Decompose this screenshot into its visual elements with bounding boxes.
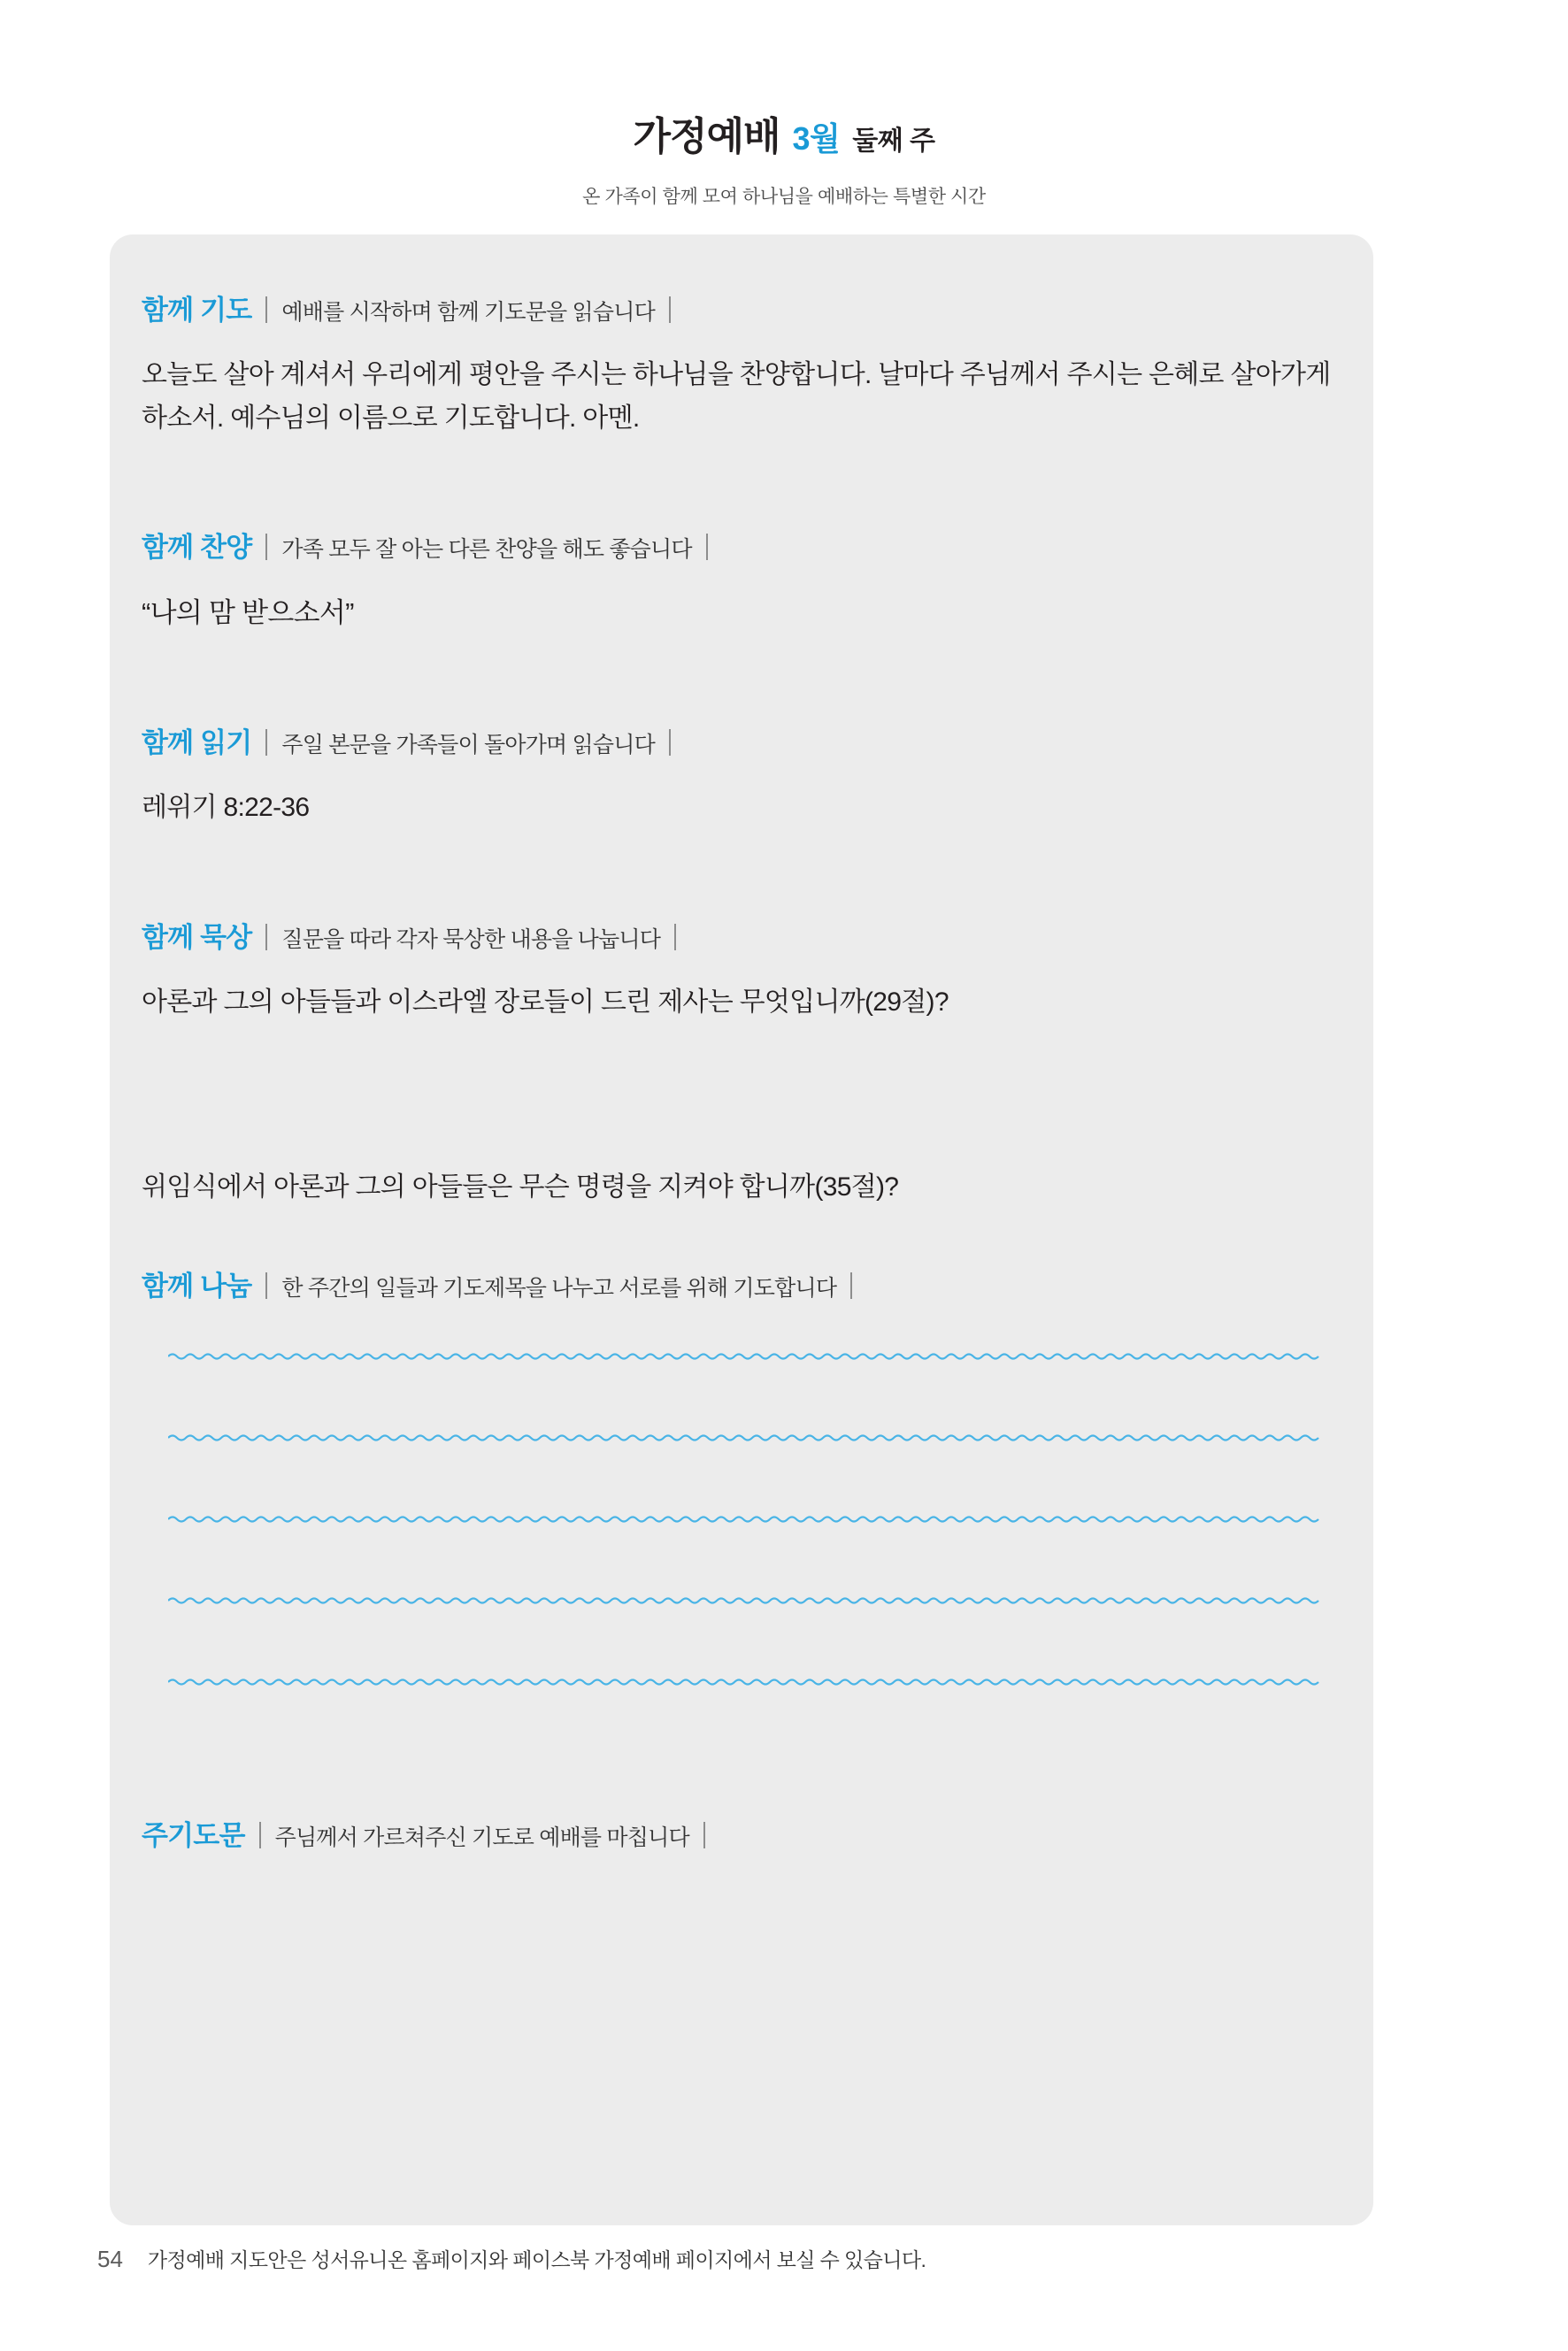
page-title-main: 가정예배	[633, 115, 780, 158]
divider-bar-icon	[265, 296, 267, 323]
writing-line[interactable]	[168, 1595, 1322, 1677]
section-meditation-question-2: 위임식에서 아론과 그의 아들들은 무슨 명령을 지켜야 합니까(35절)?	[142, 1172, 899, 1202]
divider-bar-icon	[706, 534, 708, 560]
section-reading-label: 함께 읽기	[142, 727, 252, 759]
footer-note: 가정예배 지도안은 성서유니온 홈페이지와 페이스북 가정예배 페이지에서 보실 수 있습니다.	[147, 2248, 926, 2271]
writing-line[interactable]	[168, 1351, 1322, 1433]
spacer	[142, 1025, 1341, 1140]
section-meditation-question-1: 아론과 그의 아들들과 이스라엘 장로들이 드린 제사는 무엇입니까(29절)?	[142, 987, 949, 1017]
spacer	[142, 830, 1341, 915]
writing-lines[interactable]	[142, 1351, 1341, 1758]
section-lords-prayer-header	[142, 1813, 1341, 1853]
section-sharing	[142, 1264, 1341, 1758]
section-praise-label: 함께 찬양	[142, 532, 252, 564]
page-title-week: 둘째 주	[852, 127, 935, 156]
writing-line[interactable]	[168, 1433, 1322, 1514]
section-praise-desc: 가족 모두 잘 아는 다른 찬양을 해도 좋습니다	[281, 537, 692, 563]
section-lords-prayer-desc: 주님께서 가르쳐주신 기도로 예배를 마칩니다	[274, 1825, 689, 1851]
section-sharing-desc: 한 주간의 일들과 기도제목을 나누고 서로를 위해 기도합니다	[281, 1276, 837, 1302]
section-prayer-header	[142, 288, 1341, 327]
divider-bar-icon	[265, 924, 267, 950]
section-lords-prayer-label: 주기도문	[142, 1820, 245, 1852]
divider-bar-icon	[259, 1822, 261, 1848]
section-praise	[142, 525, 1341, 635]
page-footer	[97, 2244, 926, 2273]
divider-bar-icon	[265, 1272, 267, 1299]
page-title	[0, 104, 1568, 161]
spacer	[142, 440, 1341, 525]
section-sharing-label: 함께 나눔	[142, 1271, 252, 1302]
section-meditation-header	[142, 915, 1341, 955]
section-praise-song: “나의 맘 받으소서”	[142, 597, 354, 629]
worship-card	[110, 234, 1373, 2225]
section-meditation	[142, 915, 1341, 1209]
section-lords-prayer	[142, 1813, 1341, 1853]
divider-bar-icon	[265, 729, 267, 756]
page-subtitle: 온 가족이 함께 모여 하나님을 예배하는 특별한 시간	[582, 187, 986, 207]
section-prayer	[142, 288, 1341, 440]
section-reading	[142, 720, 1341, 830]
writing-line[interactable]	[168, 1677, 1322, 1758]
section-reading-desc: 주일 본문을 가족들이 돌아가며 읽습니다	[281, 733, 655, 758]
section-prayer-body: 오늘도 살아 계셔서 우리에게 평안을 주시는 하나님을 찬양합니다. 날마다 주님께서 주시는 은혜로 살아가게 하소서. 예수님의 이름으로 기도합니다. 아멘.	[142, 360, 1331, 433]
section-reading-passage: 레위기 8:22-36	[142, 793, 310, 823]
spacer	[142, 1758, 1341, 1813]
divider-bar-icon	[703, 1822, 705, 1848]
section-sharing-header	[142, 1264, 1341, 1303]
section-meditation-desc: 질문을 따라 각자 묵상한 내용을 나눕니다	[281, 927, 661, 952]
divider-bar-icon	[669, 729, 671, 756]
spacer	[142, 1209, 1341, 1264]
divider-bar-icon	[265, 534, 267, 560]
writing-line[interactable]	[168, 1514, 1322, 1595]
section-meditation-label: 함께 묵상	[142, 922, 252, 953]
divider-bar-icon	[850, 1272, 852, 1299]
divider-bar-icon	[669, 296, 671, 323]
divider-bar-icon	[674, 924, 676, 950]
page-title-month: 3월	[792, 120, 841, 157]
page-number: 54	[97, 2246, 123, 2272]
section-praise-header	[142, 525, 1341, 565]
section-prayer-label: 함께 기도	[142, 295, 252, 326]
section-reading-header	[142, 720, 1341, 760]
spacer	[142, 635, 1341, 720]
section-prayer-desc: 예배를 시작하며 함께 기도문을 읽습니다	[281, 300, 655, 325]
page-header	[0, 0, 1568, 209]
